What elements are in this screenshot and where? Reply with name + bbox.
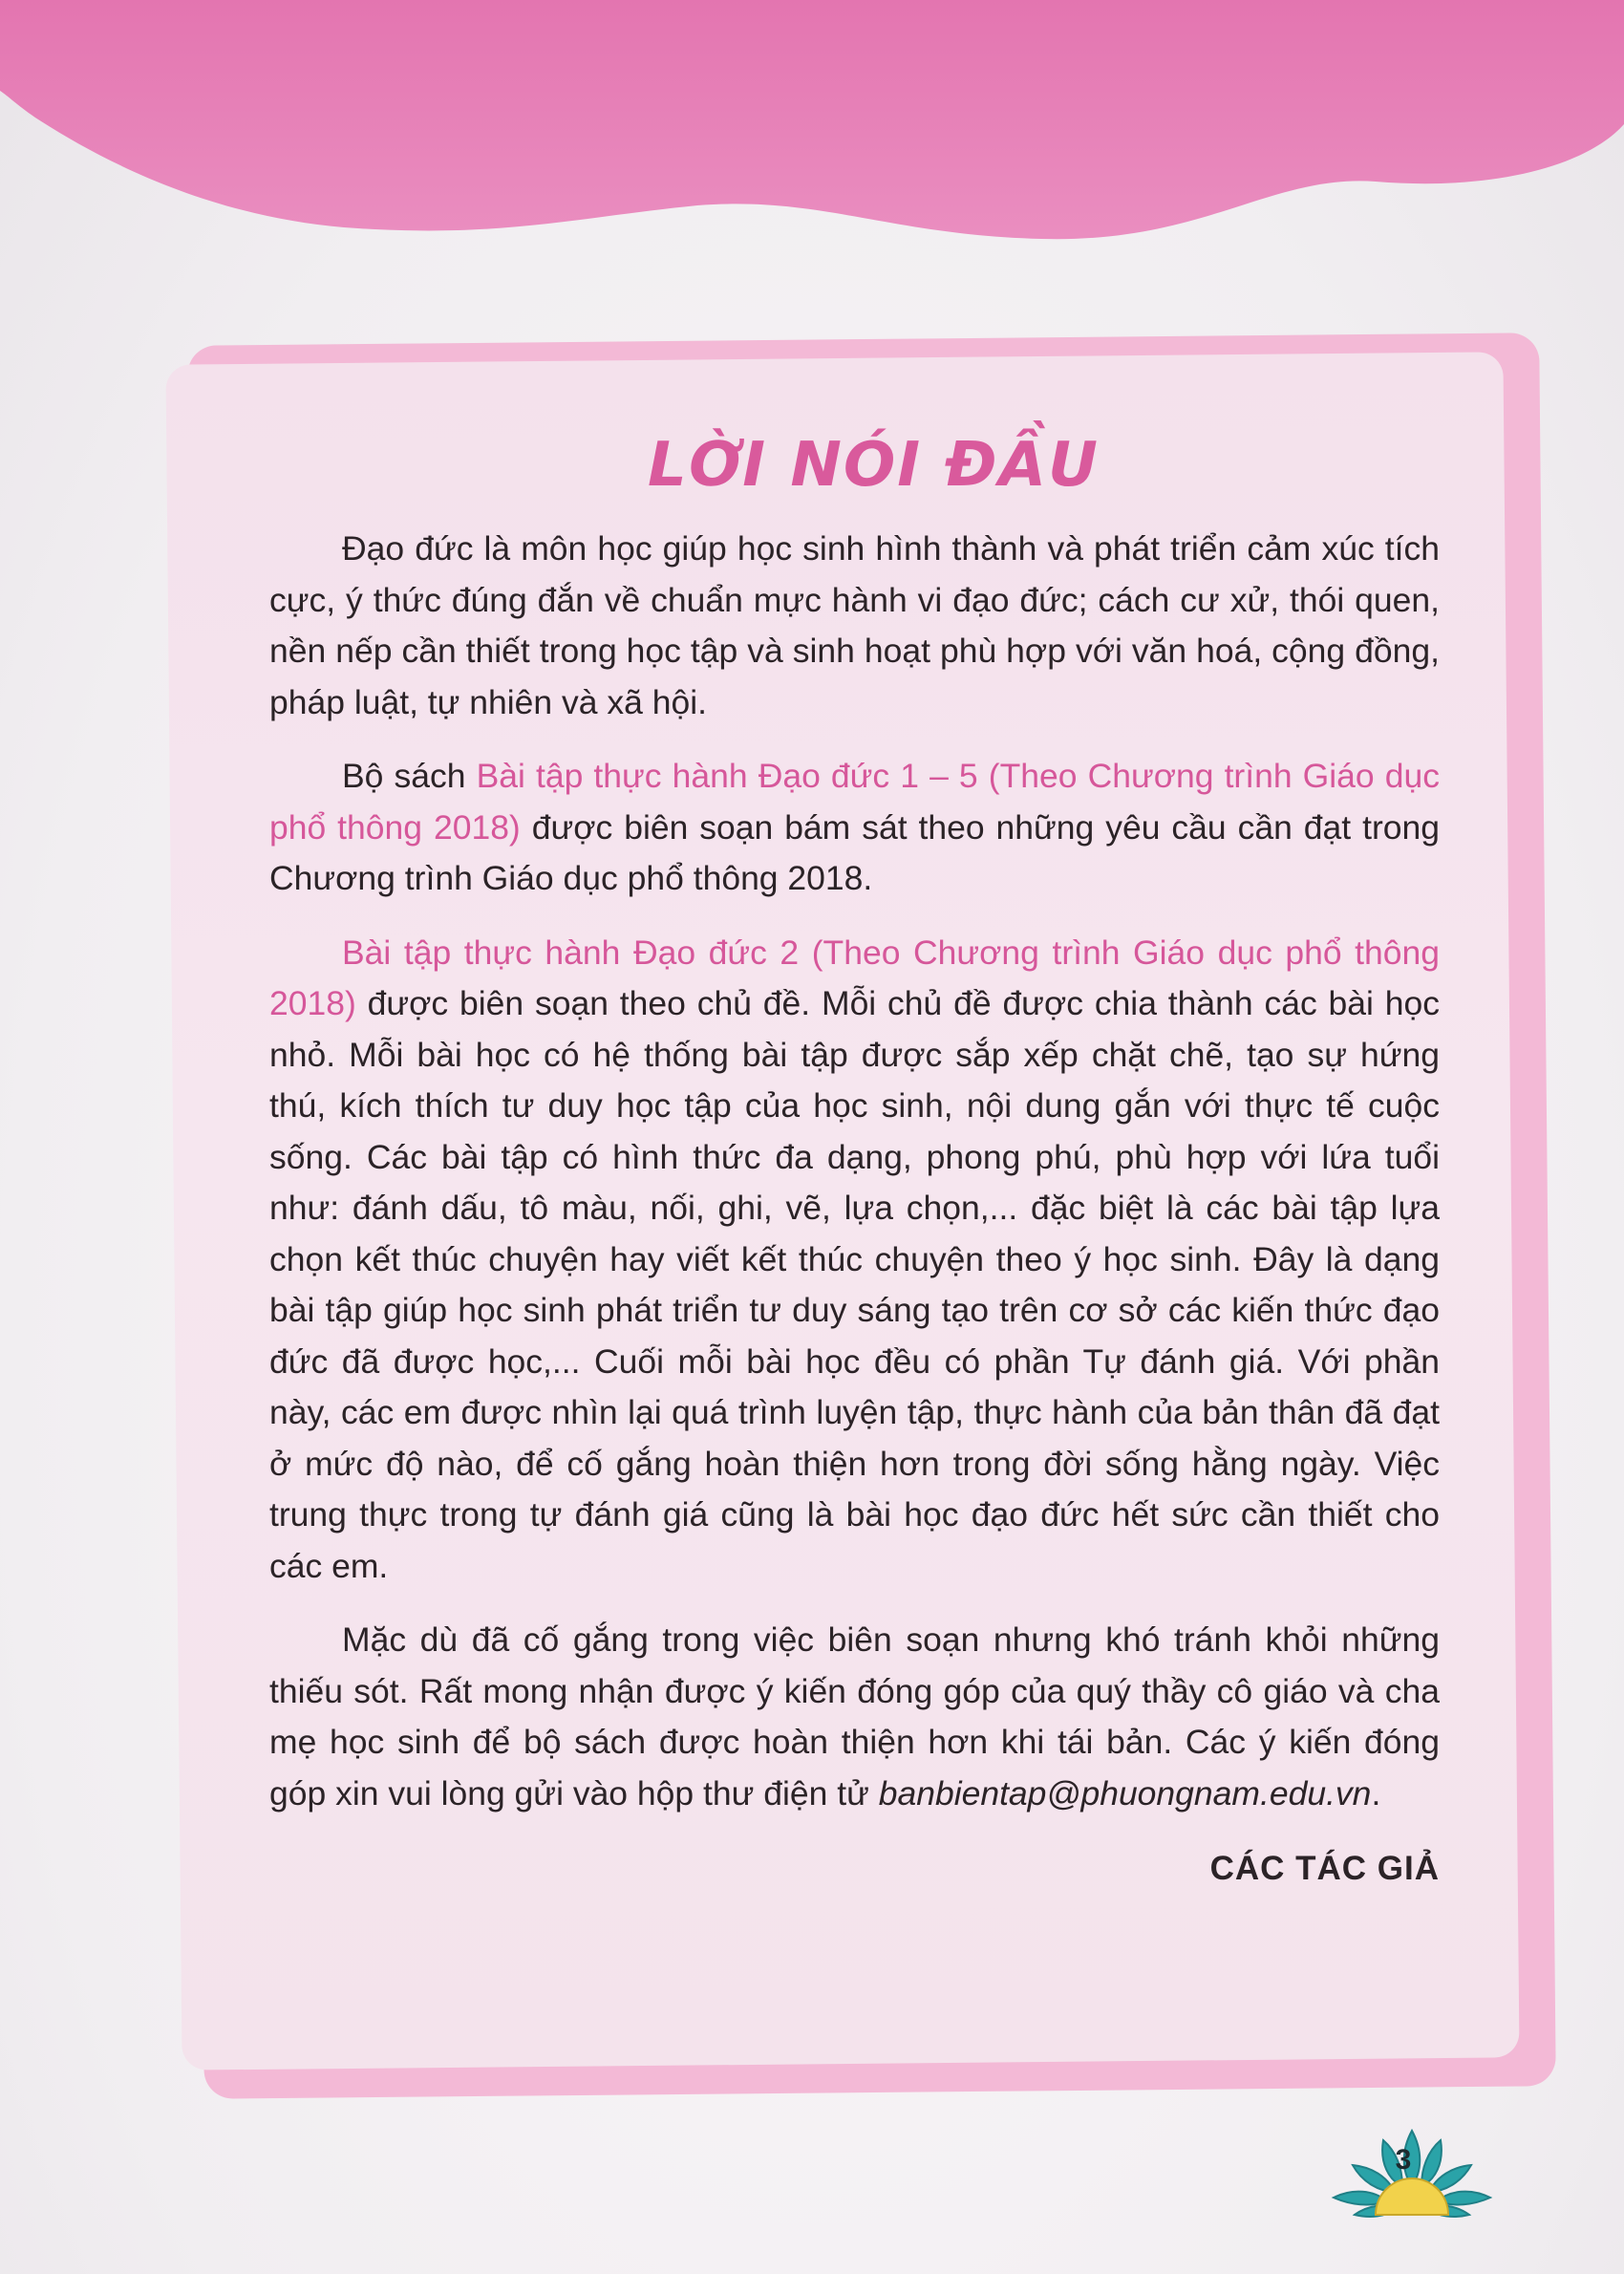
page-number: 3 bbox=[1395, 2144, 1412, 2176]
series-title: Bài tập thực hành Đạo đức 1 – 5 (Theo Chương trình Giáo dục phổ thông 2018) bbox=[269, 757, 1440, 847]
series-lead-text: Bộ sách bbox=[342, 757, 477, 795]
paragraph-book bbox=[269, 928, 1440, 1593]
book-description-text: được biên soạn theo chủ đề. Mỗi chủ đề được chia thành các bài học nhỏ. Mỗi bài học có hệ thống bài tập được sắp xếp chặt chẽ, tạo sự hứng thú, kích thích tư duy học tập của học sinh, nội dung gắn với thực tế cuộc sống. Các bài tập có hình thức đa dạng, phong phú, phù hợp với lứa tuổi như: đánh dấu, tô màu, nối, ghi, vẽ, lựa chọn,... đặc biệt là các bài tập lựa chọn kết thúc chuyện hay viết kết thúc chuyện theo ý học sinh. Đây là dạng bài tập giúp học sinh phát triển tư duy sáng tạo trên cơ sở các kiến thức đạo đức đã được học,... Cuối mỗi bài học đều có phần Tự đánh giá. Với phần này, các em được nhìn lại quá trình luyện tập, thực hành của bản thân đã đạt ở mức độ nào, để cố gắng hoàn thiện hơn trong đời sống hằng ngày. Việc trung thực trong tự đánh giá cũng là bài học đạo đức hết sức cần thiết cho các em. bbox=[269, 984, 1440, 1585]
book-title: Bài tập thực hành Đạo đức 2 (Theo Chương trình Giáo dục phổ thông 2018) bbox=[269, 933, 1440, 1022]
preface-content bbox=[269, 430, 1440, 1888]
paragraph-feedback bbox=[269, 1615, 1440, 1819]
paragraph-intro-text: Đạo đức là môn học giúp học sinh hình thành và phát triển cảm xúc tích cực, ý thức đúng đắn về chuẩn mực hành vi đạo đức; cách cư xử, thói quen, nền nếp cần thiết trong học tập và sinh hoạt phù hợp với văn hoá, cộng đồng, pháp luật, tự nhiên và xã hội. bbox=[269, 529, 1440, 721]
paragraph-intro bbox=[269, 524, 1440, 728]
email-link[interactable]: banbientap@phuongnam.edu.vn bbox=[878, 1773, 1372, 1813]
paragraph-series bbox=[269, 751, 1440, 905]
series-rest-text: được biên soạn bám sát theo những yêu cầu cần đạt trong Chương trình Giáo dục phổ thông 2018. bbox=[269, 807, 1440, 897]
feedback-end: . bbox=[1371, 1773, 1381, 1813]
header-wave-decoration bbox=[0, 0, 1624, 268]
authors-signature: CÁC TÁC GIẢ bbox=[1209, 1850, 1440, 1887]
feedback-text: Mặc dù đã cố gắng trong việc biên soạn nhưng khó tránh khỏi những thiếu sót. Rất mong nhận được ý kiến đóng góp của quý thầy cô giáo và cha mẹ học sinh để bộ sách được hoàn thiện hơn khi tái bản. Các ý kiến đóng góp xin vui lòng gửi vào hộp thư điện tử bbox=[269, 1620, 1440, 1813]
page-title: LỜI NÓI ĐẦU bbox=[648, 430, 1100, 501]
